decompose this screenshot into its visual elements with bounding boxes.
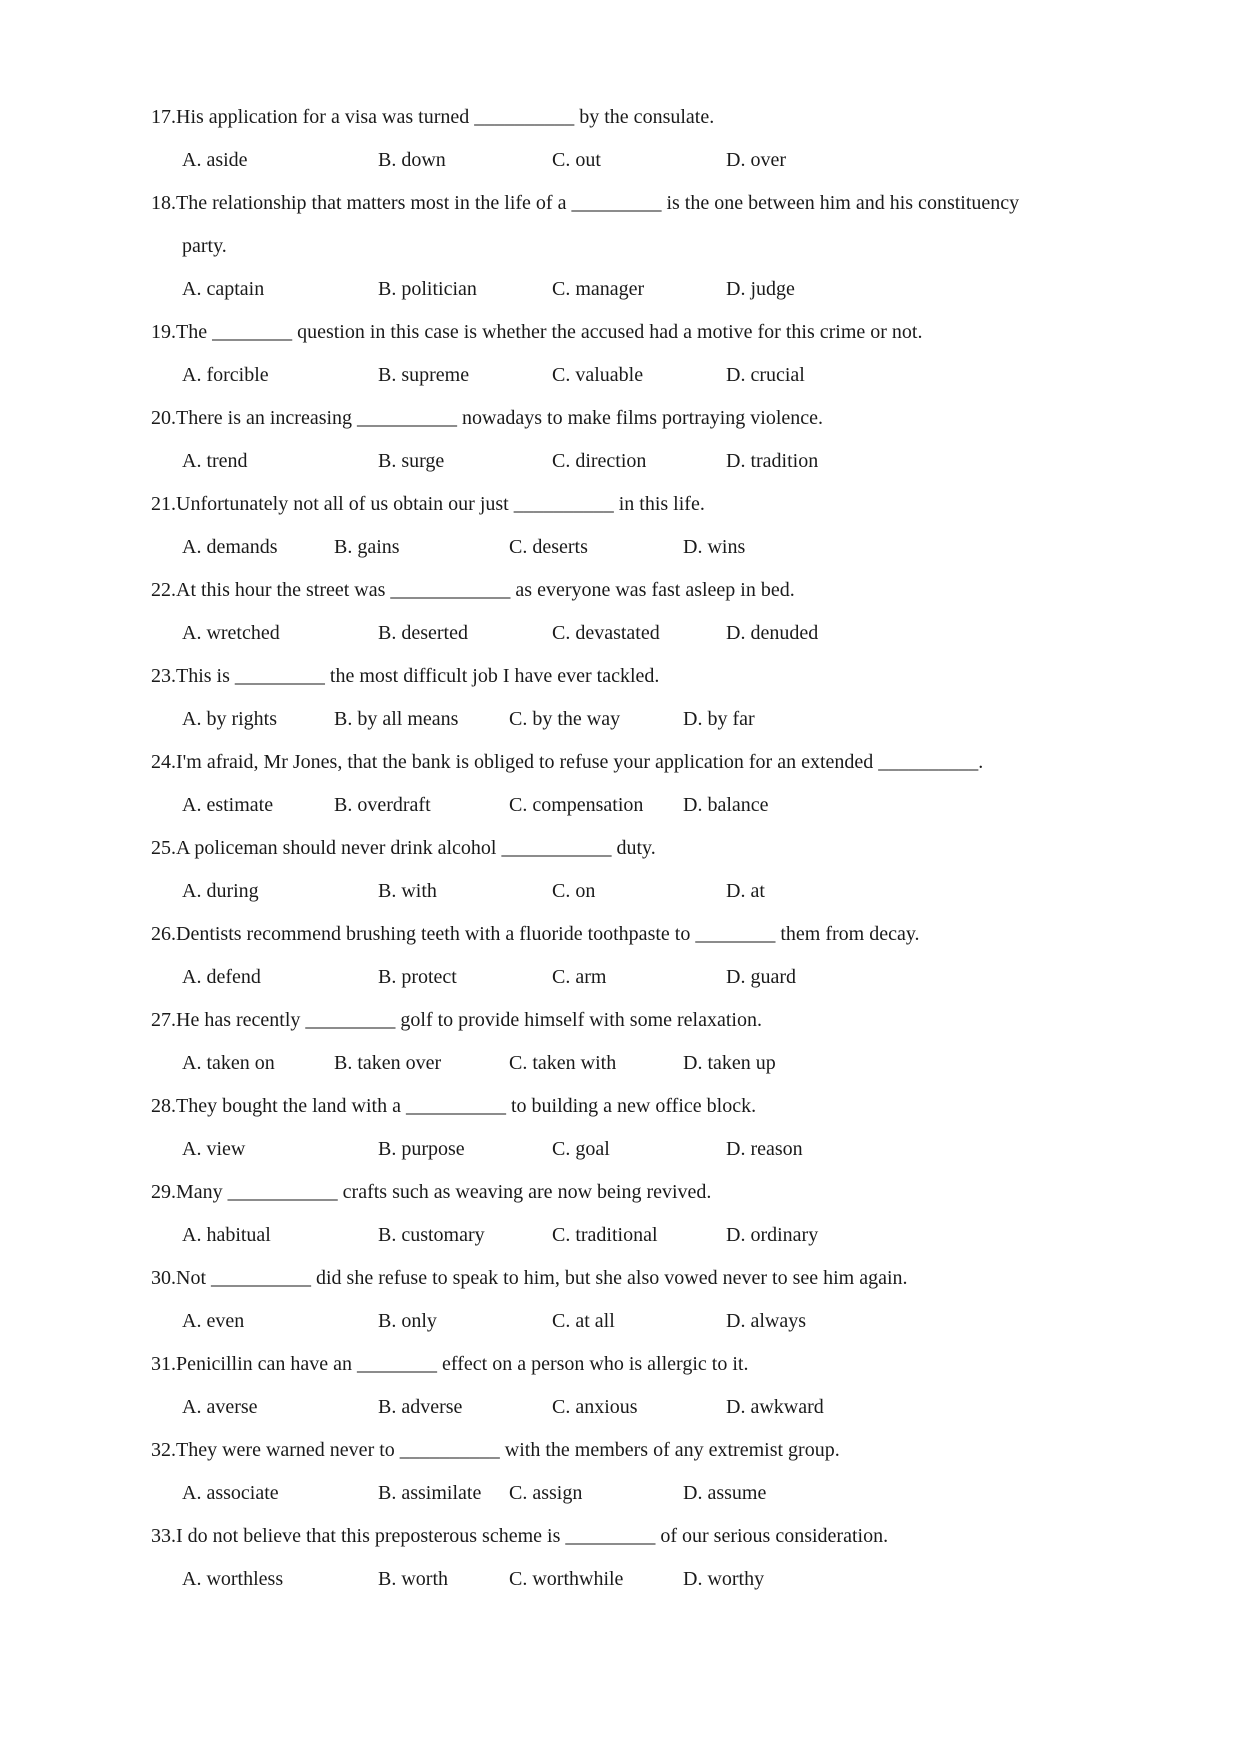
option-c[interactable]: C. anxious <box>552 1396 638 1418</box>
question-24 <box>151 741 1131 827</box>
option-a[interactable]: A. defend <box>182 966 261 988</box>
question-stem <box>151 1171 1131 1214</box>
option-d[interactable]: D. guard <box>726 966 796 988</box>
option-c[interactable]: C. assign <box>509 1482 583 1504</box>
option-c[interactable]: C. taken with <box>509 1052 617 1074</box>
question-30 <box>151 1257 1131 1343</box>
option-a[interactable]: A. habitual <box>182 1224 271 1246</box>
question-31 <box>151 1343 1131 1429</box>
question-text: Dentists recommend brushing teeth with a fluoride toothpaste to ________ them from decay. <box>176 923 920 945</box>
option-b[interactable]: B. politician <box>378 278 477 300</box>
question-number: 18. <box>151 192 176 214</box>
question-text: A policeman should never drink alcohol ___________ duty. <box>176 837 656 859</box>
answer-options <box>151 440 1131 483</box>
option-d[interactable]: D. always <box>726 1310 806 1332</box>
question-17 <box>151 96 1131 182</box>
question-text: Many ___________ crafts such as weaving are now being revived. <box>176 1181 712 1203</box>
option-b[interactable]: B. surge <box>378 450 445 472</box>
option-c[interactable]: C. worthwhile <box>509 1568 624 1590</box>
question-number: 28. <box>151 1095 176 1117</box>
option-d[interactable]: D. ordinary <box>726 1224 819 1246</box>
option-a[interactable]: A. aside <box>182 149 248 171</box>
question-text: Unfortunately not all of us obtain our just __________ in this life. <box>176 493 705 515</box>
question-stem <box>151 741 1131 784</box>
question-text: Penicillin can have an ________ effect on a person who is allergic to it. <box>176 1353 749 1375</box>
question-21 <box>151 483 1131 569</box>
question-number: 27. <box>151 1009 176 1031</box>
option-a[interactable]: A. by rights <box>182 708 277 730</box>
question-29 <box>151 1171 1131 1257</box>
question-number: 22. <box>151 579 176 601</box>
option-c[interactable]: C. devastated <box>552 622 660 644</box>
question-32 <box>151 1429 1131 1515</box>
option-b[interactable]: B. gains <box>334 536 400 558</box>
question-22 <box>151 569 1131 655</box>
option-b[interactable]: B. supreme <box>378 364 470 386</box>
answer-options <box>151 1558 1131 1601</box>
option-d[interactable]: D. over <box>726 149 786 171</box>
question-20 <box>151 397 1131 483</box>
option-c[interactable]: C. deserts <box>509 536 588 558</box>
question-28 <box>151 1085 1131 1171</box>
question-stem <box>151 311 1131 354</box>
answer-options <box>151 1472 1131 1515</box>
option-b[interactable]: B. overdraft <box>334 794 431 816</box>
option-a[interactable]: A. forcible <box>182 364 269 386</box>
question-text: I'm afraid, Mr Jones, that the bank is obliged to refuse your application for an extended __________. <box>176 751 984 773</box>
question-stem <box>151 913 1131 956</box>
option-c[interactable]: C. traditional <box>552 1224 658 1246</box>
option-c[interactable]: C. goal <box>552 1138 610 1160</box>
answer-options <box>151 1300 1131 1343</box>
question-stem <box>151 1429 1131 1472</box>
option-a[interactable]: A. captain <box>182 278 265 300</box>
answer-options <box>151 354 1131 397</box>
answer-options <box>151 268 1131 311</box>
option-b[interactable]: B. adverse <box>378 1396 463 1418</box>
option-d[interactable]: D. reason <box>726 1138 803 1160</box>
option-d[interactable]: D. worthy <box>683 1568 765 1590</box>
option-d[interactable]: D. judge <box>726 278 795 300</box>
question-number: 31. <box>151 1353 176 1375</box>
option-a[interactable]: A. trend <box>182 450 248 472</box>
question-text: He has recently _________ golf to provide himself with some relaxation. <box>176 1009 762 1031</box>
option-d[interactable]: D. wins <box>683 536 746 558</box>
option-a[interactable]: A. associate <box>182 1482 279 1504</box>
answer-options <box>151 612 1131 655</box>
option-b[interactable]: B. purpose <box>378 1138 465 1160</box>
option-d[interactable]: D. awkward <box>726 1396 824 1418</box>
question-stem <box>151 1085 1131 1128</box>
question-33 <box>151 1515 1131 1601</box>
option-c[interactable]: C. compensation <box>509 794 644 816</box>
option-c[interactable]: C. direction <box>552 450 647 472</box>
answer-options <box>151 698 1131 741</box>
option-b[interactable]: B. down <box>378 149 446 171</box>
option-c[interactable]: C. by the way <box>509 708 621 730</box>
option-a[interactable]: A. even <box>182 1310 245 1332</box>
question-stem <box>151 827 1131 870</box>
option-a[interactable]: A. during <box>182 880 259 902</box>
option-b[interactable]: B. taken over <box>334 1052 442 1074</box>
answer-options <box>151 1042 1131 1085</box>
question-text: The relationship that matters most in the life of a _________ is the one between him and his constituency <box>176 192 1020 214</box>
answer-options <box>151 956 1131 999</box>
option-d[interactable]: D. denuded <box>726 622 819 644</box>
option-d[interactable]: D. by far <box>683 708 755 730</box>
question-number: 29. <box>151 1181 176 1203</box>
option-d[interactable]: D. at <box>726 880 765 902</box>
answer-options <box>151 1214 1131 1257</box>
question-text: This is _________ the most difficult job I have ever tackled. <box>176 665 660 687</box>
option-b[interactable]: B. only <box>378 1310 437 1332</box>
question-stem <box>151 999 1131 1042</box>
question-number: 32. <box>151 1439 176 1461</box>
question-text: At this hour the street was ____________ as everyone was fast asleep in bed. <box>176 579 795 601</box>
option-d[interactable]: D. tradition <box>726 450 819 472</box>
question-number: 24. <box>151 751 176 773</box>
option-b[interactable]: B. deserted <box>378 622 468 644</box>
question-19 <box>151 311 1131 397</box>
question-text: The ________ question in this case is whether the accused had a motive for this crime or not. <box>176 321 923 343</box>
question-27 <box>151 999 1131 1085</box>
option-d[interactable]: D. balance <box>683 794 769 816</box>
option-a[interactable]: A. worthless <box>182 1568 284 1590</box>
question-text: They were warned never to __________ with the members of any extremist group. <box>176 1439 840 1461</box>
question-stem <box>151 655 1131 698</box>
option-d[interactable]: D. crucial <box>726 364 805 386</box>
option-a[interactable]: A. view <box>182 1138 246 1160</box>
option-a[interactable]: A. averse <box>182 1396 258 1418</box>
question-number: 25. <box>151 837 176 859</box>
option-c[interactable]: C. at all <box>552 1310 615 1332</box>
question-23 <box>151 655 1131 741</box>
question-number: 26. <box>151 923 176 945</box>
question-number: 33. <box>151 1525 176 1547</box>
option-d[interactable]: D. assume <box>683 1482 767 1504</box>
question-stem <box>151 182 1131 225</box>
option-b[interactable]: B. customary <box>378 1224 485 1246</box>
question-stem <box>151 397 1131 440</box>
question-stem <box>151 483 1131 526</box>
option-b[interactable]: B. assimilate <box>378 1482 482 1504</box>
answer-options <box>151 1386 1131 1429</box>
option-c[interactable]: C. on <box>552 880 596 902</box>
option-b[interactable]: B. with <box>378 880 437 902</box>
question-number: 30. <box>151 1267 176 1289</box>
question-26 <box>151 913 1131 999</box>
question-stem <box>151 96 1131 139</box>
option-c[interactable]: C. manager <box>552 278 645 300</box>
question-text: They bought the land with a __________ to building a new office block. <box>176 1095 757 1117</box>
answer-options <box>151 870 1131 913</box>
answer-options <box>151 784 1131 827</box>
question-25 <box>151 827 1131 913</box>
question-text: Not __________ did she refuse to speak to him, but she also vowed never to see him again. <box>176 1267 908 1289</box>
option-c[interactable]: C. valuable <box>552 364 644 386</box>
option-b[interactable]: B. by all means <box>334 708 459 730</box>
answer-options <box>151 1128 1131 1171</box>
question-text: There is an increasing __________ nowadays to make films portraying violence. <box>176 407 824 429</box>
option-a[interactable]: A. estimate <box>182 794 274 816</box>
option-a[interactable]: A. demands <box>182 536 278 558</box>
question-text-continuation: party. <box>182 235 227 257</box>
question-number: 20. <box>151 407 176 429</box>
option-c[interactable]: C. out <box>552 149 601 171</box>
question-stem <box>151 1515 1131 1558</box>
question-number: 23. <box>151 665 176 687</box>
option-a[interactable]: A. taken on <box>182 1052 275 1074</box>
option-b[interactable]: B. worth <box>378 1568 448 1590</box>
option-b[interactable]: B. protect <box>378 966 457 988</box>
option-d[interactable]: D. taken up <box>683 1052 776 1074</box>
option-a[interactable]: A. wretched <box>182 622 280 644</box>
question-number: 17. <box>151 106 176 128</box>
question-stem <box>151 569 1131 612</box>
question-18 <box>151 182 1131 311</box>
question-stem <box>151 1257 1131 1300</box>
option-c[interactable]: C. arm <box>552 966 607 988</box>
question-stem <box>151 1343 1131 1386</box>
question-text: I do not believe that this preposterous scheme is _________ of our serious consideration. <box>176 1525 889 1547</box>
question-number: 19. <box>151 321 176 343</box>
question-number: 21. <box>151 493 176 515</box>
question-text: His application for a visa was turned __________ by the consulate. <box>176 106 715 128</box>
answer-options <box>151 526 1131 569</box>
answer-options <box>151 139 1131 182</box>
